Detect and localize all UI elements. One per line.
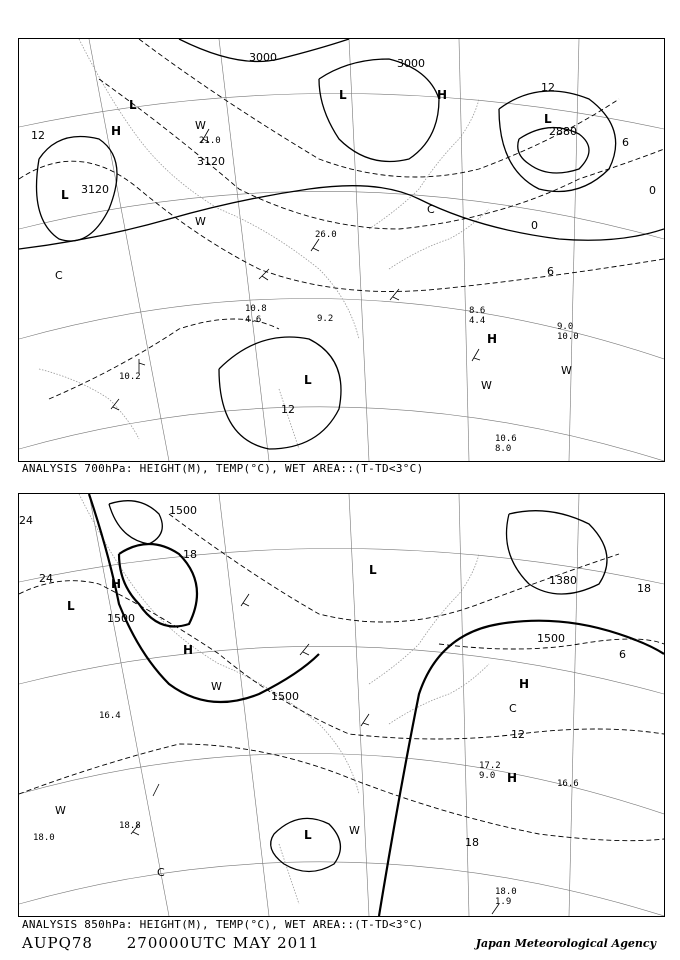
chart-footer [22,934,347,952]
height-label: 1500 [537,632,565,645]
warm-symbol: W [195,119,206,132]
system-symbols [55,563,529,879]
cold-symbol: C [55,269,63,282]
graticule [19,39,664,461]
map-700hpa-svg [19,39,664,461]
system-symbols [55,88,572,392]
coastlines [39,39,489,449]
isotherms [19,514,664,841]
warm-symbol: W [195,215,206,228]
height-label: 3120 [81,183,109,196]
station-value: 26.0 [315,230,337,240]
graticule [19,494,664,916]
station-value: 10.6 [495,434,517,444]
high-symbol: H [507,771,518,785]
station-value: 10.2 [119,372,141,382]
high-symbol: H [437,88,448,102]
height-label: 1380 [549,574,577,587]
low-symbol: L [304,373,312,387]
height-label: 3120 [197,155,225,168]
high-symbol: H [111,124,122,138]
temp-label: 12 [281,403,295,416]
height-label: 1500 [271,690,299,703]
station-value: 21.0 [199,136,221,146]
temp-label: 12 [31,129,45,142]
station-values [33,711,579,907]
station-values [119,136,579,454]
temp-label: 24 [39,572,53,585]
height-label: 3000 [397,57,425,70]
temp-label: 18 [183,548,197,561]
cold-symbol: C [157,866,165,879]
low-symbol: L [369,563,377,577]
warm-symbol: W [55,804,66,817]
station-value: 4.6 [245,315,262,325]
map-850hpa-svg [19,494,664,916]
station-value: 4.4 [469,316,486,326]
temp-label: 0 [531,219,538,232]
temp-label: 18 [637,582,651,595]
station-value: 18.8 [119,821,141,831]
temp-label: 12 [541,81,555,94]
warm-symbol: W [211,680,222,693]
temp-label: 18 [465,836,479,849]
height-label: 1500 [107,612,135,625]
agency-name: Japan Meteorological Agency [475,937,656,950]
station-value: 10.8 [245,304,267,314]
low-symbol: L [339,88,347,102]
temp-label: 24 [19,514,33,527]
station-value: 8.6 [469,306,486,316]
temp-label: 12 [511,728,525,741]
temp-label: 6 [547,265,554,278]
high-symbol: H [111,577,122,591]
temp-label: 6 [622,136,629,149]
cold-symbol: C [427,203,435,216]
station-value: 1.9 [495,897,512,907]
station-value: 9.0 [557,322,574,332]
height-label: 3000 [249,51,277,64]
station-value: 8.0 [495,444,512,454]
high-symbol: H [183,643,194,657]
station-value: 18.0 [495,887,517,897]
station-value: 16.4 [99,711,121,721]
temp-labels [19,514,651,849]
temp-label: 0 [649,184,656,197]
station-value: 9.2 [317,314,334,324]
station-value: 9.0 [479,771,496,781]
caption-850hpa: ANALYSIS 850hPa: HEIGHT(M), TEMP(°C), WET AREA::(T-TD<3°C) [22,918,424,931]
height-label: 2880 [549,125,577,138]
caption-700hpa: ANALYSIS 700hPa: HEIGHT(M), TEMP(°C), WET AREA::(T-TD<3°C) [22,462,424,475]
warm-symbol: W [481,379,492,392]
chart-code: AUPQ78 [22,934,93,952]
valid-time: 270000UTC MAY 2011 [126,934,320,952]
cold-symbol: C [509,702,517,715]
station-value: 16.6 [557,779,579,789]
station-value: 17.2 [479,761,501,771]
temp-label: 6 [619,648,626,661]
warm-symbol: W [349,824,360,837]
low-symbol: L [129,98,137,112]
low-symbol: L [61,188,69,202]
high-symbol: H [487,332,498,346]
low-symbol: L [67,599,75,613]
warm-symbol: W [561,364,572,377]
height-label: 1500 [169,504,197,517]
map-panel-700hpa [18,38,665,462]
high-symbol: H [519,677,530,691]
station-value: 10.0 [557,332,579,342]
map-panel-850hpa [18,493,665,917]
low-symbol: L [544,112,552,126]
low-symbol: L [304,828,312,842]
station-value: 18.0 [33,833,55,843]
wind-barbs [111,129,519,461]
